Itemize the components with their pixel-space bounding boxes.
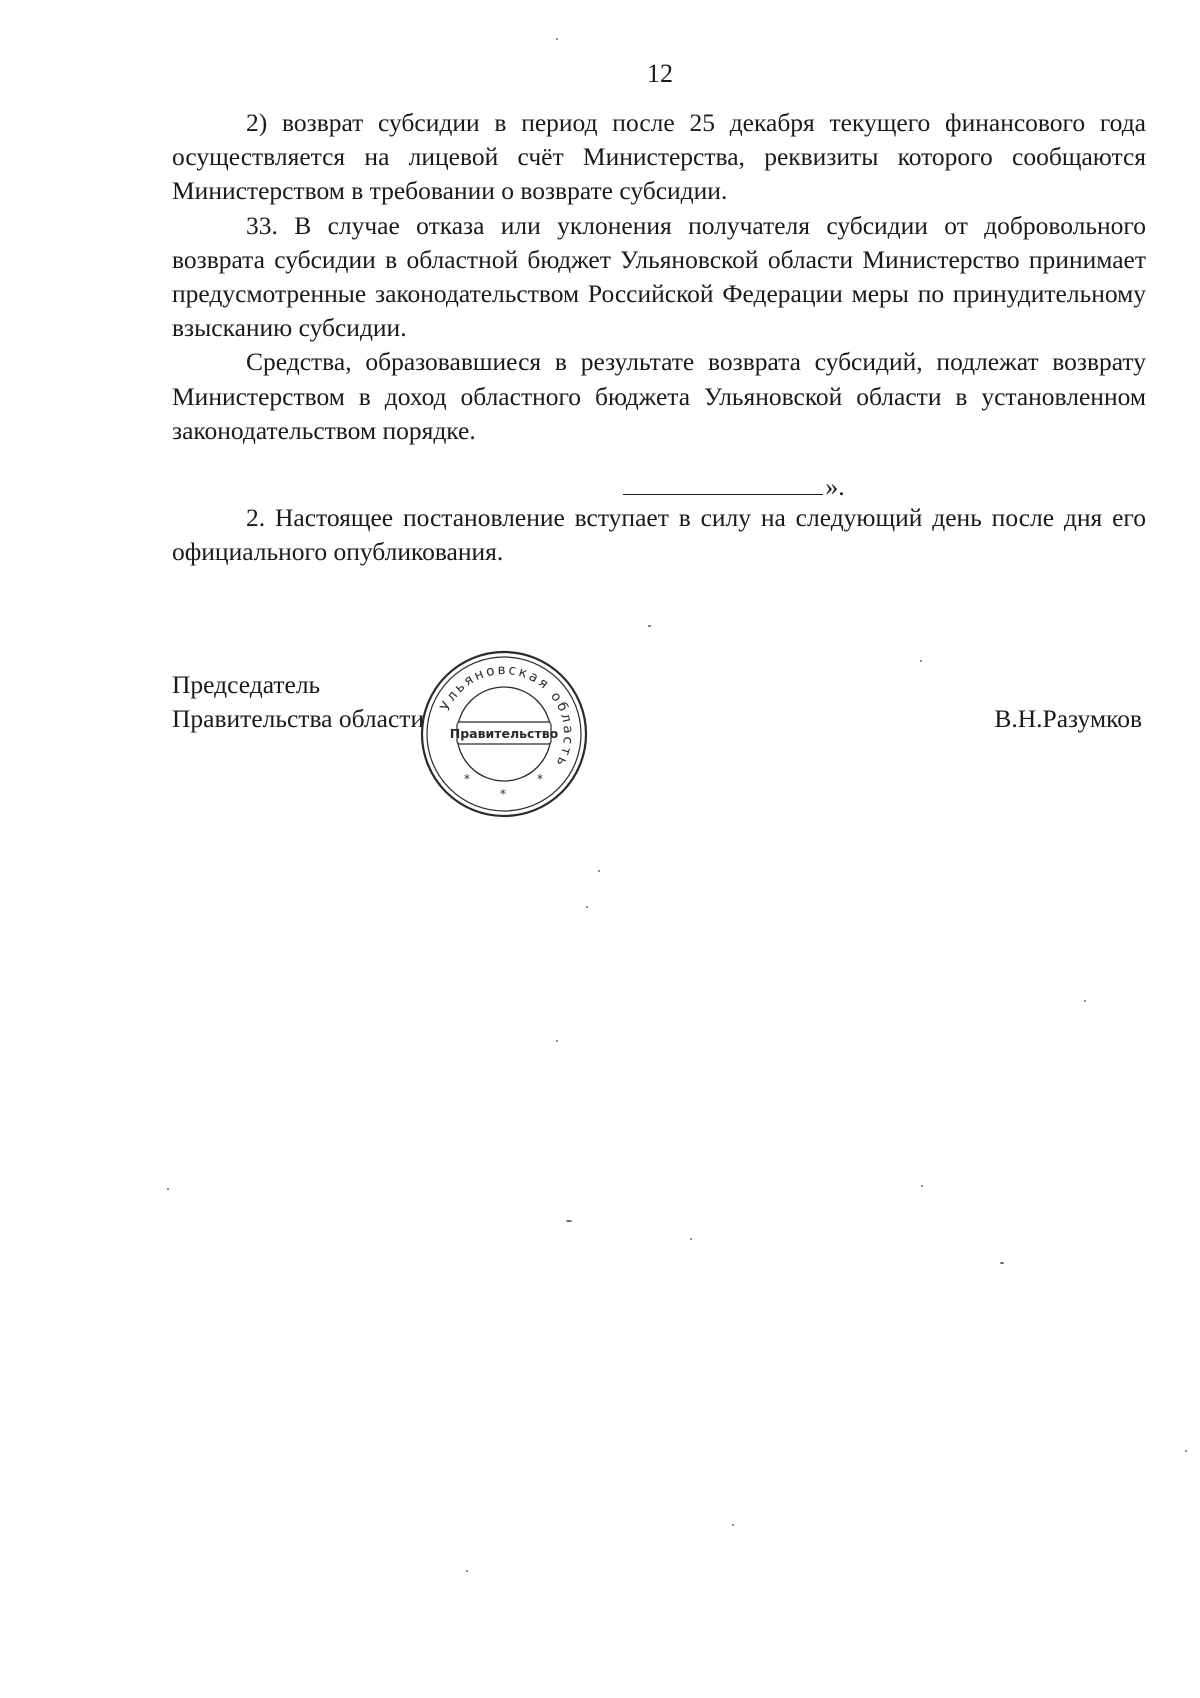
signature-title — [172, 668, 424, 736]
scan-speck — [1084, 1000, 1086, 1002]
closing-line-row — [172, 470, 1146, 504]
scan-speck — [690, 1238, 692, 1240]
signer-title-line2: Правительства области — [172, 704, 425, 734]
signer-name: В.Н.Разумков — [994, 704, 1142, 733]
seal-star-right: * — [537, 772, 543, 786]
seal-star-left: * — [464, 772, 470, 786]
paragraph-1: 2) возврат субсидии в период после 25 декабря текущего финансового года осуществляется на лицевой счёт Министерства, реквизиты которого сообщаются Министерством в требовании о возврате субсидии. — [172, 108, 1146, 206]
scan-speck — [921, 1185, 923, 1187]
scan-speck — [167, 1188, 169, 1190]
underline-rule — [623, 494, 823, 495]
seal-star-center: * — [500, 787, 506, 801]
scan-speck — [556, 1040, 558, 1042]
scan-speck — [1185, 1450, 1187, 1452]
paragraph-2: 33. В случае отказа или уклонения получателя субсидии от добровольного возврата субсидии в областной бюджет Ульяновской области Министерство принимает предусмотренные законодательством Российской Федерации меры по принудительному взысканию субсидии. — [172, 210, 1146, 343]
official-seal — [418, 648, 590, 820]
signer-title-line1: Председатель — [172, 670, 321, 699]
scan-speck — [466, 1570, 468, 1572]
closing-quote: ». — [825, 472, 845, 502]
paragraph-3: Средства, образовавшиеся в результате возврата субсидий, подлежат возврату Министерством в доход областного бюджета Ульяновской области в установленном законодательством порядке. — [172, 347, 1146, 445]
scan-speck — [1000, 1262, 1004, 1264]
scan-speck — [648, 625, 651, 627]
scan-speck — [920, 660, 922, 662]
scan-speck — [556, 38, 558, 40]
scan-speck — [586, 906, 588, 908]
seal-center-text: Правительство — [449, 726, 559, 741]
scan-speck — [598, 870, 600, 872]
page-number: 12 — [647, 59, 673, 88]
seal-ring-text: Ульяновская область — [437, 661, 577, 771]
scan-speck — [732, 1524, 734, 1526]
document-body — [172, 106, 1146, 569]
final-paragraph: 2. Настоящее постановление вступает в силу на следующий день после дня его официального опубликования. — [172, 503, 1146, 567]
scan-speck — [566, 1220, 572, 1222]
